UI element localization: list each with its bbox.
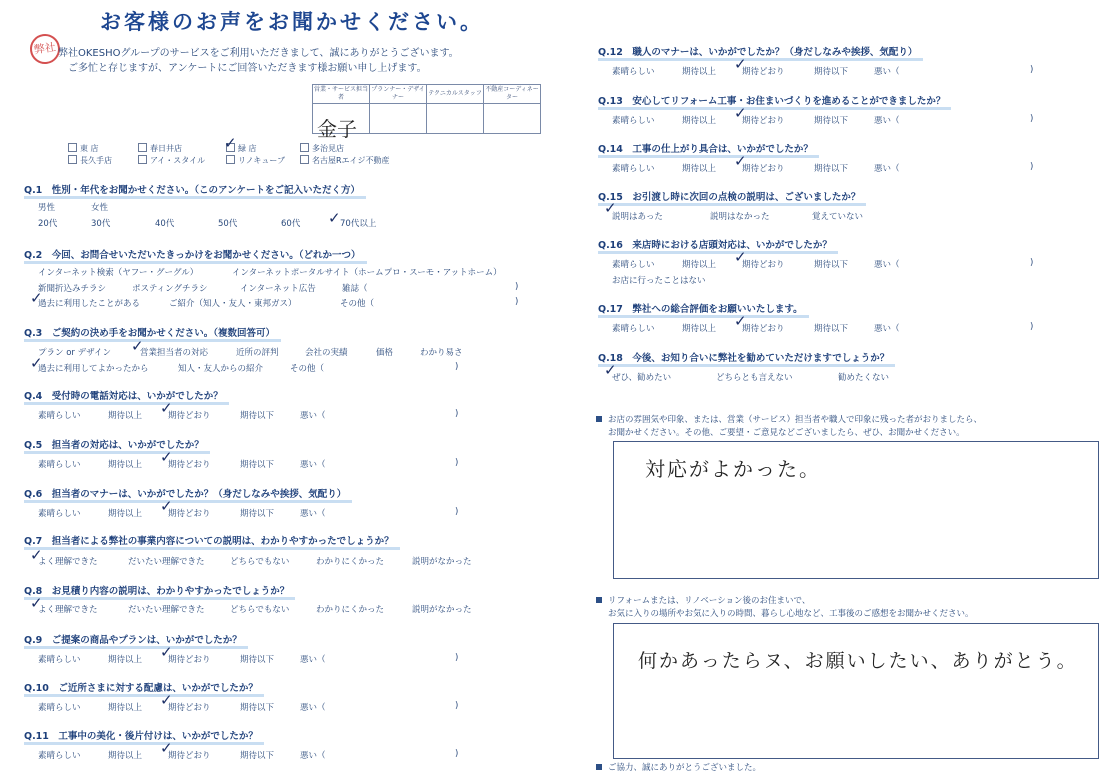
rating-option[interactable]: 期待どおり [742,324,785,334]
bullet-icon [596,597,602,603]
staff-handwritten-name: 金子 [317,117,357,141]
rating-option[interactable]: 期待どおり [742,260,785,270]
intro-line-2: ご多忙と存じますが、アンケートにご回答いただきます様お願い申し上げます。 [68,63,427,74]
option[interactable]: ぜひ、勧めたい [612,373,672,383]
staff-header-planner: プランナー・デザイナー [370,85,427,104]
check-mark-icon: ✓ [224,134,237,152]
option[interactable]: インターネットポータルサイト（ホームプロ・スーモ・アットホーム） [232,268,502,278]
question-17 [598,301,803,315]
question-label: Q.17 弊社への総合評価をお願いいたします。 [598,304,803,315]
option[interactable]: プラン or デザイン [38,348,112,358]
check-mark-icon: ✓ [160,691,173,709]
option[interactable]: 説明がなかった [412,557,472,567]
question-5 [24,437,204,451]
question-7: Q.7 担当者による弊社の事業内容についての説明は、わかりやすかったでしょうか？ [24,533,394,547]
checkbox-icon[interactable] [226,155,235,164]
question-13 [598,93,945,107]
option[interactable]: 近所の評判 [236,348,279,358]
option[interactable]: わかりにくかった [316,557,385,567]
comment-2-answer: 何かあったらヌ、お願いしたい、ありがとう。 [638,650,1078,672]
highlight-underline [598,315,809,318]
question-18: Q.18 今後、お知り合いに弊社を勧めていただけますでしょうか？ [598,350,889,364]
rating-option[interactable]: 期待以下 [240,703,275,713]
store-istyle[interactable]: アイ・スタイル [138,155,205,166]
question-label: Q.16 来店時における店頭対応は、いかがでしたか？ [598,240,832,251]
option[interactable]: 70代以上 [340,219,377,229]
option[interactable]: その他（ [340,299,375,309]
check-mark-icon: ✓ [30,289,43,307]
rating-option[interactable]: 期待以上 [682,164,717,174]
comment-2-prompt: リフォームまたは、リノベーション後のお住まいで、 お気に入りの場所やお気に入りの時間、暮らし心地など、工事後のご感想をお聞かせください。 [596,595,974,621]
option[interactable]: 説明はなかった [710,212,770,222]
staff-header-realestate: 不動産コーディネーター [484,85,541,104]
check-mark-icon: ✓ [131,337,144,355]
option[interactable]: インターネット検索（ヤフー・グーグル） [38,268,199,278]
rating-option[interactable]: 悪い（ [300,703,326,713]
question-8: Q.8 お見積り内容の説明は、わかりやすかったでしょうか？ [24,583,289,597]
check-mark-icon: ✓ [30,354,43,372]
option[interactable]: 男性 [38,203,56,213]
option[interactable]: どちらとも言えない [716,373,793,383]
rating-option[interactable]: 期待どおり [168,411,211,421]
rating-option[interactable]: 期待以下 [240,411,275,421]
question-label: Q.9 ご提案の商品やプランは、いかがでしたか？ [24,635,242,646]
option[interactable]: どちらでもない [230,605,290,615]
rating-option[interactable]: 期待以下 [240,655,275,665]
rating-option[interactable]: 期待どおり [168,460,211,470]
question-label: Q.6 担当者のマナーは、いかがでしたか？（身だしなみや挨拶、気配り） [24,489,347,500]
option[interactable]: インターネット広告 [240,284,316,294]
rating-option[interactable]: 悪い（ [300,655,326,665]
rating-option[interactable]: 悪い（ [874,116,900,126]
question-16 [598,237,832,251]
paren-close: ) [1030,322,1034,332]
store-renocube[interactable]: リノキューブ [226,155,285,166]
option[interactable]: 40代 [155,219,175,229]
rating-option[interactable]: 期待以下 [240,460,275,470]
staff-cell-realestate[interactable] [484,104,541,134]
option[interactable]: 営業担当者の対応 [140,348,209,358]
option[interactable]: だいたい理解できた [128,557,205,567]
highlight-underline [598,155,819,158]
staff-cell-planner[interactable] [370,104,427,134]
rating-option[interactable]: 悪い（ [300,751,326,761]
rating-option[interactable]: 期待以上 [108,509,143,519]
rating-option[interactable]: 素晴らしい [612,116,655,126]
rating-option[interactable]: 期待以下 [814,164,849,174]
check-mark-icon: ✓ [734,104,747,122]
paren-close: ) [455,362,459,372]
paren-close: ) [515,297,519,307]
rating-option[interactable]: 期待どおり [742,116,785,126]
rating-option[interactable]: 悪い（ [300,411,326,421]
check-mark-icon: ✓ [734,55,747,73]
rating-option[interactable]: 素晴らしい [38,411,81,421]
store-nagakute[interactable]: 長久手店 [68,155,112,166]
question-label: Q.11 工事中の美化・後片付けは、いかがでしたか？ [24,731,258,742]
paren-close: ) [455,409,459,419]
rating-option[interactable]: 素晴らしい [612,324,655,334]
check-mark-icon: ✓ [734,152,747,170]
option[interactable]: 60代 [281,219,301,229]
comment-2-box[interactable] [613,623,1099,759]
rating-option[interactable]: 期待以上 [682,260,717,270]
rating-option[interactable]: 期待以上 [682,324,717,334]
option[interactable]: わかりにくかった [316,605,385,615]
page-title: お客様のお声をお聞かせください。 [100,10,484,34]
intro-line-1: 弊社OKESHOグループのサービスをご利用いただきまして、誠にありがとうございます。 [58,48,459,59]
rating-option[interactable]: 期待以上 [108,655,143,665]
question-12 [598,44,917,58]
check-mark-icon: ✓ [160,399,173,417]
option[interactable]: 説明はあった [612,212,663,222]
rating-option[interactable]: 素晴らしい [38,509,81,519]
question-label: Q.12 職人のマナーは、いかがでしたか？（身だしなみや挨拶、気配り） [598,47,918,58]
staff-header-sales: 営業・サービス担当者 [313,85,370,104]
rating-option[interactable]: 期待どおり [168,703,211,713]
option[interactable]: 50代 [218,219,238,229]
rating-option[interactable]: 期待どおり [168,509,211,519]
option[interactable]: お店に行ったことはない [612,276,706,286]
rating-option[interactable]: 悪い（ [874,67,900,77]
checkbox-icon[interactable] [138,155,147,164]
question-15: Q.15 お引渡し時に次回の点検の説明は、ございましたか？ [598,189,860,203]
rating-option[interactable]: 期待どおり [168,751,211,761]
check-mark-icon: ✓ [604,361,617,379]
question-14 [598,141,813,155]
check-mark-icon: ✓ [160,497,173,515]
rating-option[interactable]: 悪い（ [874,324,900,334]
bullet-icon [596,416,602,422]
question-10 [24,680,258,694]
question-label: Q.13 安心してリフォーム工事・お住まいづくりを進めることができましたか？ [598,96,946,107]
checkbox-icon[interactable] [68,143,77,152]
question-label: Q.10 ご近所さまに対する配慮は、いかがでしたか？ [24,683,258,694]
store-higashi[interactable]: 東 店 [68,143,99,154]
rating-option[interactable]: 悪い（ [300,460,326,470]
staff-cell-technical[interactable] [427,104,484,134]
rating-option[interactable]: 期待以下 [814,260,849,270]
rating-option[interactable]: 期待以上 [682,67,717,77]
rating-option[interactable]: 期待どおり [742,164,785,174]
paren-close: ) [1030,258,1034,268]
store-tajimi[interactable]: 多治見店 [300,143,344,154]
question-1: Q.1 性別・年代をお聞かせください。（このアンケートをご記入いただく方） [24,182,360,196]
option[interactable]: 過去に利用してよかったから [38,364,149,374]
rating-option[interactable]: 素晴らしい [38,460,81,470]
option[interactable]: 会社の実績 [305,348,348,358]
check-mark-icon: ✓ [734,312,747,330]
check-mark-icon: ✓ [30,546,43,564]
rating-option[interactable]: 素晴らしい [38,751,81,761]
footer: ご協力、誠にありがとうございました。 [596,762,761,775]
paren-close: ) [515,282,519,292]
option[interactable]: よく理解できた [38,605,98,615]
option[interactable]: 勧めたくない [838,373,890,383]
rating-option[interactable]: 悪い（ [300,509,326,519]
company-seal: 弊社 [28,32,62,66]
rating-option[interactable]: 素晴らしい [612,67,655,77]
option[interactable]: 知人・友人からの紹介 [178,364,264,374]
rating-option[interactable]: 期待以上 [108,703,143,713]
highlight-underline [598,251,838,254]
rating-option[interactable]: 期待以上 [108,411,143,421]
question-label: Q.4 受付時の電話対応は、いかがでしたか？ [24,391,223,402]
paren-close: ) [455,653,459,663]
highlight-underline [24,694,264,697]
option[interactable]: よく理解できた [38,557,98,567]
paren-close: ) [455,701,459,711]
comment-1-answer: 対応がよかった。 [645,457,821,481]
checkbox-icon[interactable] [300,143,309,152]
option[interactable]: ご紹介（知人・友人・東邦ガス） [169,299,297,309]
option[interactable]: その他（ [290,364,325,374]
paren-close: ) [1030,65,1034,75]
rating-option[interactable]: 悪い（ [874,164,900,174]
rating-option[interactable]: 期待以上 [108,460,143,470]
rating-option[interactable]: 素晴らしい [38,655,81,665]
highlight-underline [598,107,951,110]
check-mark-icon: ✓ [160,739,173,757]
highlight-underline [24,500,352,503]
question-6 [24,486,346,500]
option[interactable]: 価格 [376,348,394,358]
paren-close: ) [455,507,459,517]
paren-close: ) [455,749,459,759]
rating-option[interactable]: 期待以下 [814,67,849,77]
checkbox-icon[interactable] [138,143,147,152]
rating-option[interactable]: 期待以下 [814,324,849,334]
option[interactable]: ポスティングチラシ [132,284,208,294]
question-3: Q.3 ご契約の決め手をお聞かせください。（複数回答可） [24,325,275,339]
check-mark-icon: ✓ [30,594,43,612]
rating-option[interactable]: 期待以下 [240,509,275,519]
option[interactable]: わかり易さ [420,348,463,358]
rating-option[interactable]: 期待どおり [168,655,211,665]
rating-option[interactable]: 期待どおり [742,67,785,77]
rating-option[interactable]: 期待以上 [682,116,717,126]
check-mark-icon: ✓ [604,199,617,217]
option[interactable]: 雑誌（ [342,284,368,294]
check-mark-icon: ✓ [160,448,173,466]
store-midori[interactable]: 緑 店 [226,143,257,154]
option[interactable]: 20代 [38,219,58,229]
checkbox-icon[interactable] [300,155,309,164]
highlight-underline [24,451,210,454]
highlight-underline [24,742,264,745]
bullet-icon [596,764,602,770]
staff-header-technical: テクニカルスタッフ [427,85,484,104]
rating-option[interactable]: 悪い（ [874,260,900,270]
highlight-underline [24,646,248,649]
option[interactable]: 説明がなかった [412,605,472,615]
rating-option[interactable]: 期待以下 [240,751,275,761]
comment-1-prompt: お店の雰囲気や印象、または、営業（サービス）担当者や職人で印象に残った者がおりましたら、 お聞かせください。その他、ご要望・ご意見などございましたら、ぜひ、お聞かせください。 [596,414,982,440]
highlight-underline [24,402,229,405]
option[interactable]: だいたい理解できた [128,605,205,615]
paren-close: ) [1030,162,1034,172]
option[interactable]: 過去に利用したことがある [38,299,141,309]
checkbox-icon[interactable] [68,155,77,164]
question-4 [24,388,223,402]
option[interactable]: どちらでもない [230,557,290,567]
paren-close: ) [455,458,459,468]
rating-option[interactable]: 素晴らしい [38,703,81,713]
option[interactable]: 女性 [91,203,109,213]
rating-option[interactable]: 素晴らしい [612,164,655,174]
option[interactable]: 覚えていない [812,212,864,222]
rating-option[interactable]: 期待以下 [814,116,849,126]
check-mark-icon: ✓ [328,209,341,227]
store-nagoya-r-age[interactable]: 名古屋Rエイジ不動産 [300,155,390,166]
rating-option[interactable]: 素晴らしい [612,260,655,270]
question-11 [24,728,258,742]
store-kasugai[interactable]: 春日井店 [138,143,182,154]
question-9 [24,632,242,646]
option[interactable]: 30代 [91,219,111,229]
question-2: Q.2 今回、お問合せいただいたきっかけをお聞かせください。（どれか一つ） [24,247,361,261]
question-label: Q.14 工事の仕上がり具合は、いかがでしたか？ [598,144,813,155]
question-label: Q.5 担当者の対応は、いかがでしたか？ [24,440,204,451]
check-mark-icon: ✓ [160,643,173,661]
highlight-underline [598,58,923,61]
option[interactable]: 新聞折込みチラシ [38,284,107,294]
rating-option[interactable]: 期待以上 [108,751,143,761]
check-mark-icon: ✓ [734,248,747,266]
paren-close: ) [1030,114,1034,124]
